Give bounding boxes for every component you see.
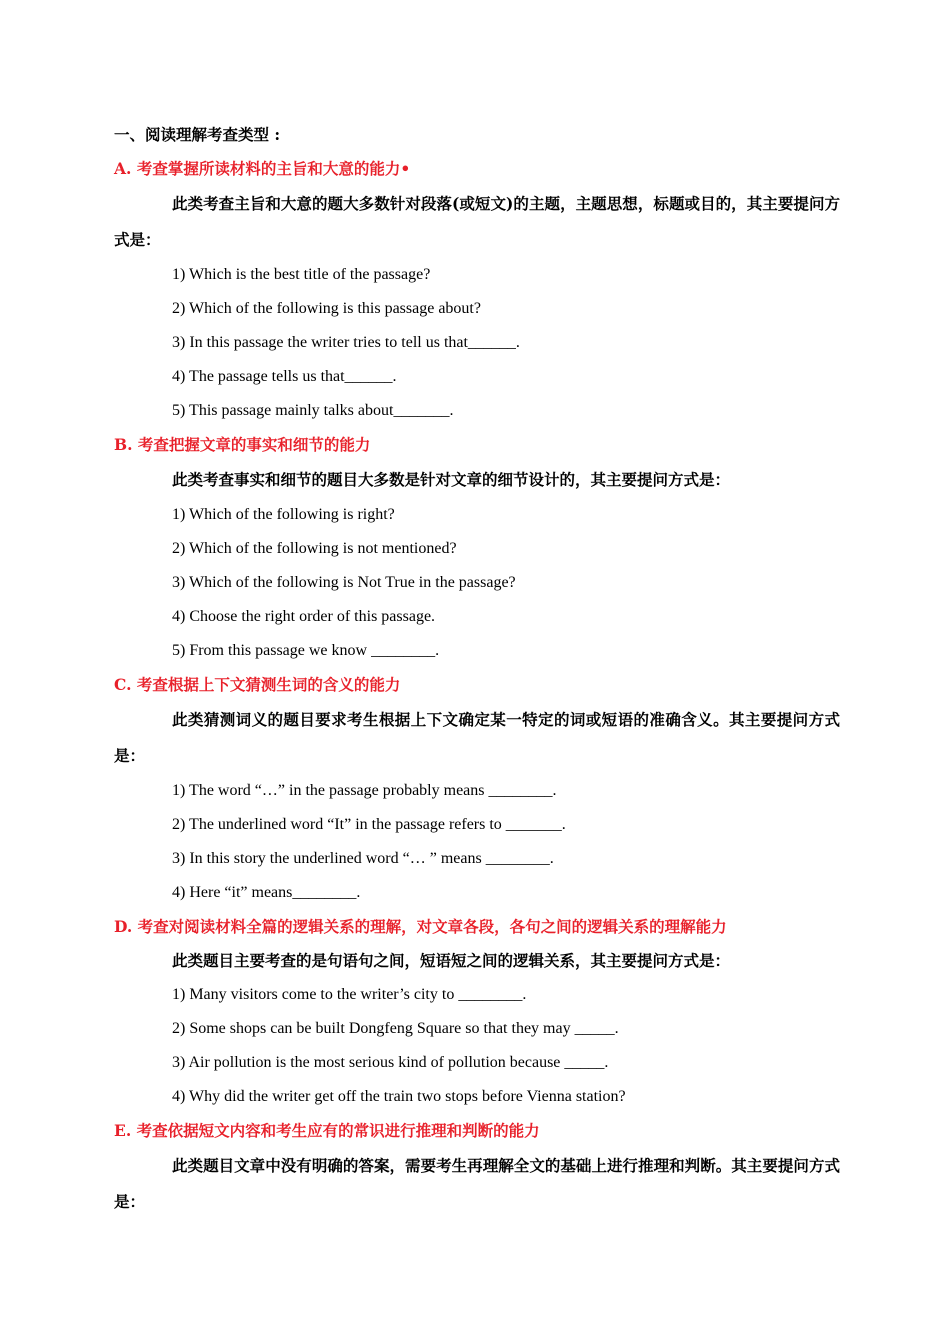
list-item: 1) Many visitors come to the writer’s city to ________. xyxy=(172,986,527,1003)
list-item: 1) The word “…” in the passage probably means ________. xyxy=(172,782,557,799)
document-title: 一、阅读理解考查类型 : xyxy=(114,125,281,144)
list-item: 1) Which is the best title of the passage? xyxy=(172,266,431,283)
list-item: 5) From this passage we know ________. xyxy=(172,642,440,659)
section-intro: 此类题目文章中没有明确的答案，需要考生再理解全文的基础上进行推理和判断。其主要提问方式是： xyxy=(114,1156,840,1211)
list-item: 3) Which of the following is Not True in the passage? xyxy=(172,574,516,591)
section-heading: B. 考查把握文章的事实和细节的能力 xyxy=(114,435,371,454)
document-page xyxy=(114,118,840,1220)
list-item: 1) Which of the following is right? xyxy=(172,506,395,523)
section-b xyxy=(114,428,840,668)
list-item: 5) This passage mainly talks about_______. xyxy=(172,402,454,419)
list-item: 2) Which of the following is not mentioned? xyxy=(172,540,457,557)
list-item: 4) Choose the right order of this passage. xyxy=(172,608,436,625)
section-a xyxy=(114,152,840,428)
list-item: 2) The underlined word “It” in the passage refers to _______. xyxy=(172,816,566,833)
list-item: 3) In this passage the writer tries to tell us that______. xyxy=(172,334,520,351)
section-d xyxy=(114,910,840,1114)
section-intro: 此类考查事实和细节的题目大多数是针对文章的细节设计的，其主要提问方式是： xyxy=(172,470,731,489)
list-item: 4) The passage tells us that______. xyxy=(172,368,397,385)
section-heading: C. 考查根据上下文猜测生词的含义的能力 xyxy=(114,675,401,694)
list-item: 3) In this story the underlined word “… ” means ________. xyxy=(172,850,554,867)
section-intro: 此类考查主旨和大意的题大多数针对段落(或短文)的主题，主题思想，标题或目的，其主要提问方式是： xyxy=(114,194,840,249)
section-c xyxy=(114,668,840,910)
list-item: 2) Some shops can be built Dongfeng Square so that they may _____. xyxy=(172,1020,619,1037)
section-intro: 此类题目主要考查的是句语句之间，短语短之间的逻辑关系，其主要提问方式是： xyxy=(172,951,731,970)
list-item: 4) Here “it” means________. xyxy=(172,884,361,901)
list-item: 4) Why did the writer get off the train two stops before Vienna station? xyxy=(172,1088,626,1105)
section-heading: A. 考查掌握所读材料的主旨和大意的能力• xyxy=(114,159,411,178)
section-heading: E. 考查依据短文内容和考生应有的常识进行推理和判断的能力 xyxy=(114,1121,540,1140)
section-e xyxy=(114,1114,840,1220)
list-item: 3) Air pollution is the most serious kind of pollution because _____. xyxy=(172,1054,609,1071)
section-intro: 此类猜测词义的题目要求考生根据上下文确定某一特定的词或短语的准确含义。其主要提问方式是： xyxy=(114,710,840,765)
section-heading: D. 考查对阅读材料全篇的逻辑关系的理解，对文章各段，各句之间的逻辑关系的理解能力 xyxy=(114,917,727,936)
list-item: 2) Which of the following is this passage about? xyxy=(172,300,481,317)
